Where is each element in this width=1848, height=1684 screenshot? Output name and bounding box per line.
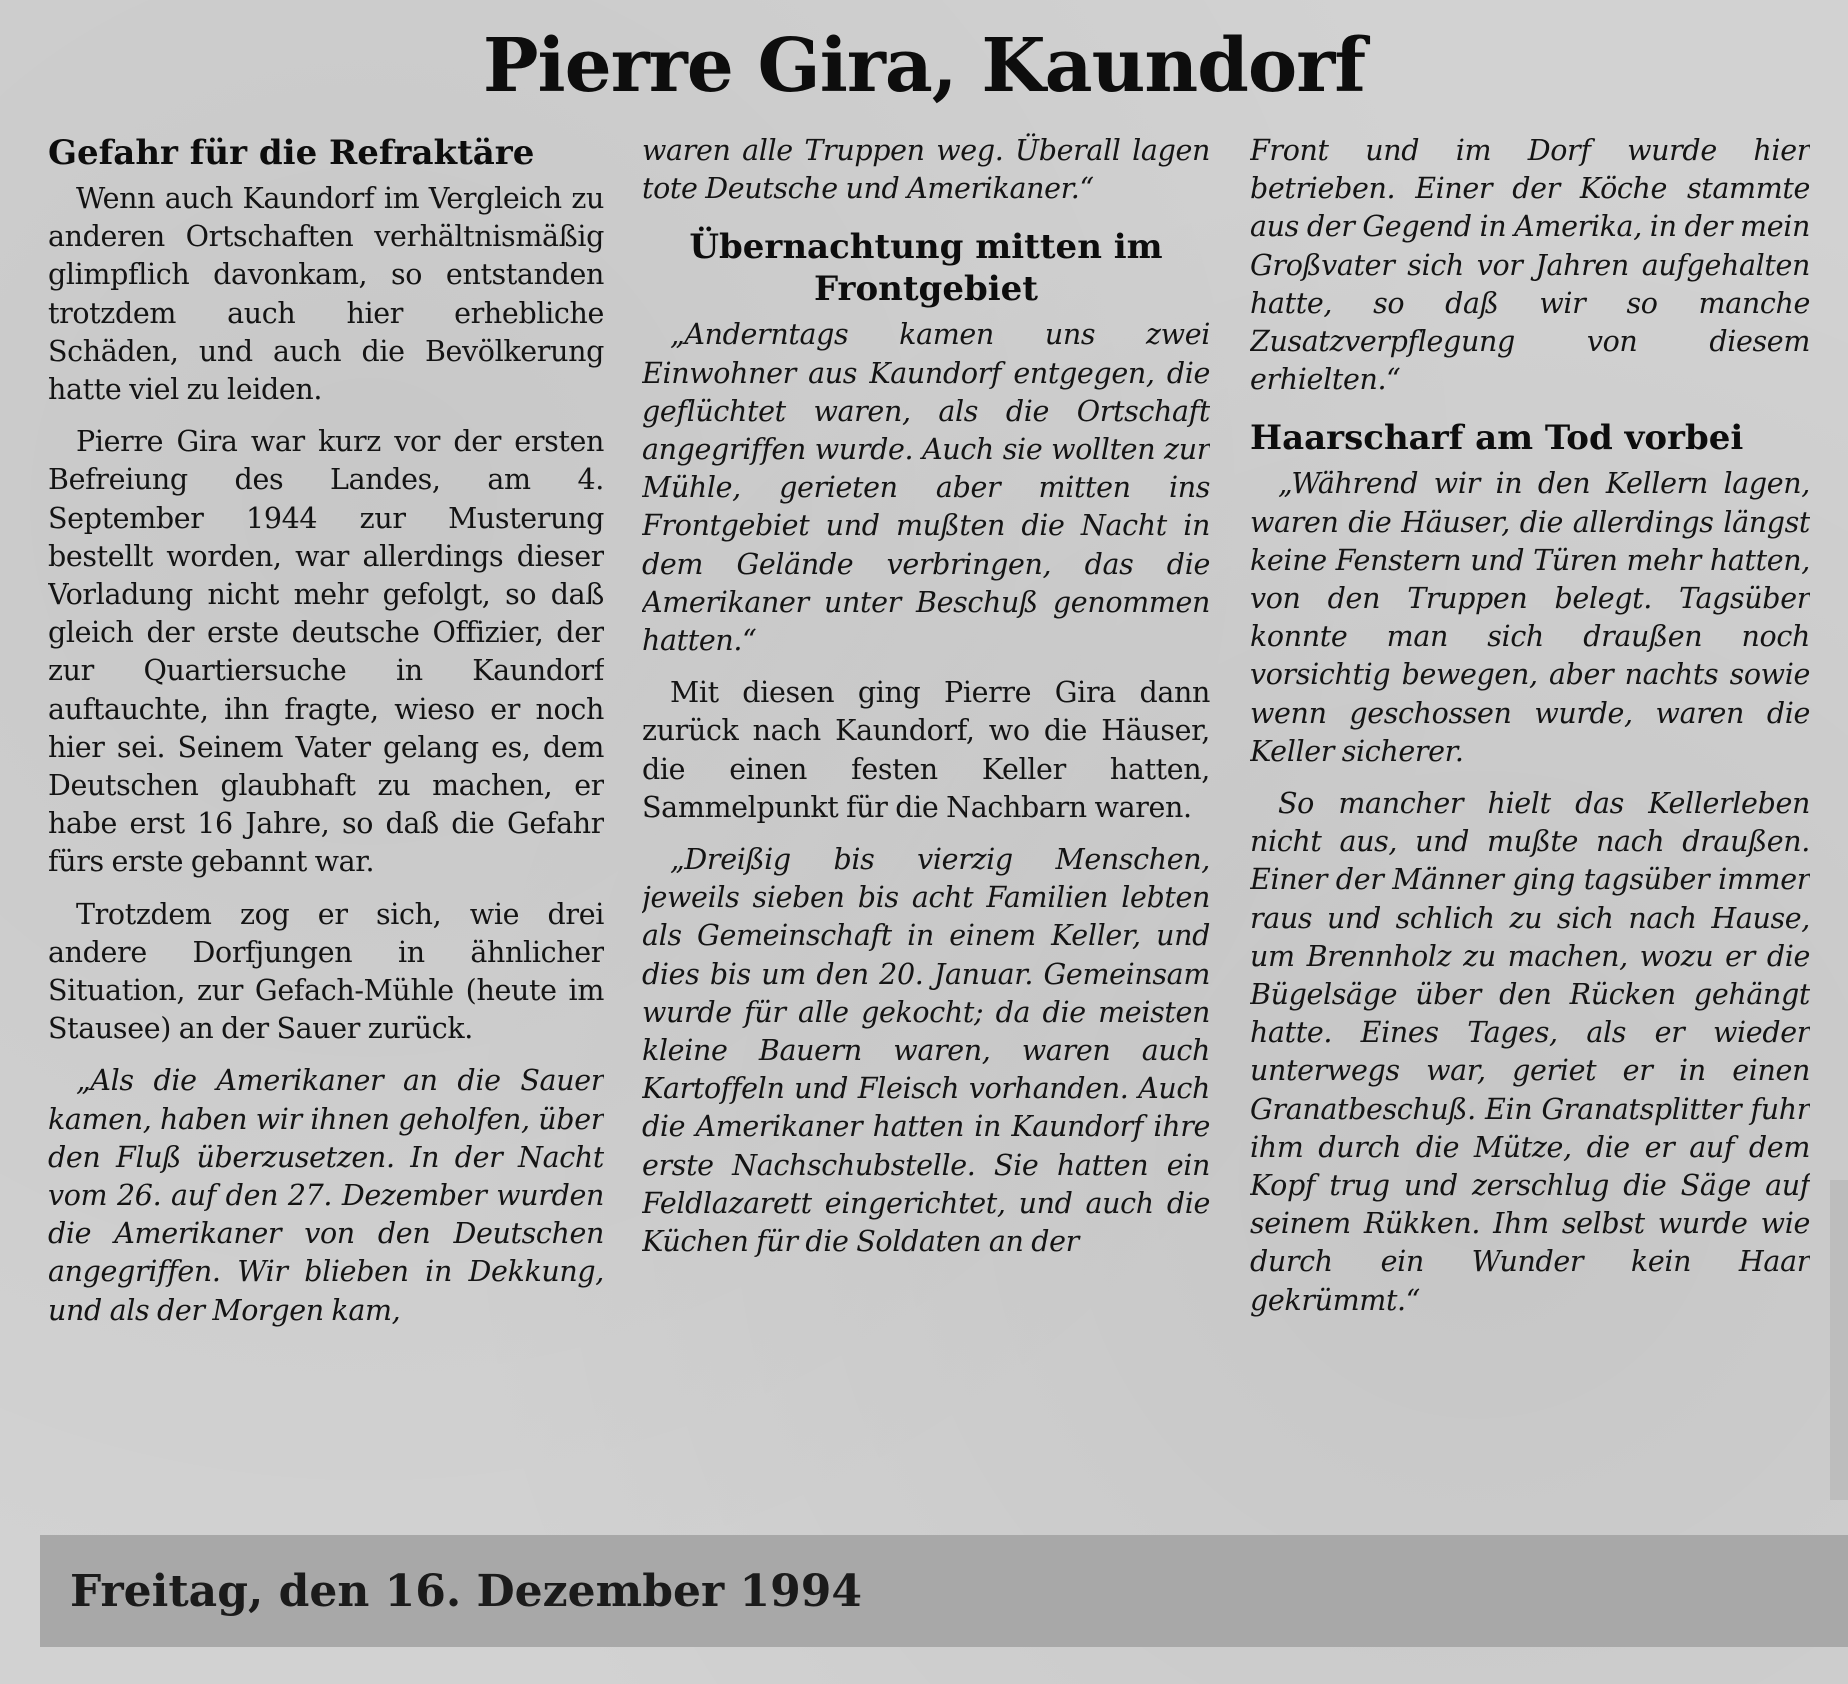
subheading-haarscharf: Haarscharf am Tod vorbei — [1250, 418, 1744, 459]
paragraph: Pierre Gira war kurz vor der ersten Befreiung des Landes, am 4. September 1944 zur Musterung bestellt worden, war allerdings dieser Vorladung nicht mehr gefolgt, so daß gleich der erste deutsche Offizier, der zur Quartiersuche in Kaundorf auftauchte, ihn fragte, wieso er noch hier sei. Seinem Vater gelang es, dem Deutschen glaubhaft zu machen, er habe erst 16 Jahre, so daß die Gefahr fürs erste gebannt war. — [48, 425, 604, 879]
column-3 — [1250, 132, 1810, 1432]
quote-paragraph: „Während wir in den Kellern lagen, waren die Häuser, die allerdings längst keine Fenstern und Türen mehr hatten, von den Truppen belegt. Tagsüber konnte man sich draußen noch vorsichtig bewegen, aber nachts sowie wenn geschossen wurde, waren die Keller sicherer. — [1250, 467, 1810, 768]
article-headline: Pierre Gira, Kaundorf — [482, 23, 1366, 109]
column-1 — [48, 132, 604, 1432]
column-2 — [642, 132, 1210, 1432]
paragraph: Trotzdem zog er sich, wie drei andere Dorfjungen in ähnlicher Situation, zur Gefach-Mühle (heute im Stausee) an der Sauer zurück. — [48, 897, 604, 1046]
quote-paragraph-continued: Front und im Dorf wurde hier betrieben. Einer der Köche stammte aus der Gegend in Amerika, in der mein Großvater sich vor Jahren aufgehalten hatte, so daß wir so manche Zusatzverpflegung von diesem erhielten.“ — [1250, 134, 1810, 397]
quote-paragraph-continued: waren alle Truppen weg. Überall lagen tote Deutsche und Amerikaner.“ — [642, 134, 1210, 206]
quote-paragraph: „Anderntags kamen uns zwei Einwohner aus Kaundorf entgegen, die geflüchtet waren, als die Ortschaft angegriffen wurde. Auch sie wollten zur Mühle, gerieten aber mitten ins Frontgebiet und mußten die Nacht in dem Gelände verbringen, das die Amerikaner unter Beschuß genommen hatten.“ — [642, 318, 1210, 658]
paper-edge — [1830, 1180, 1848, 1500]
paragraph: Mit diesen ging Pierre Gira dann zurück nach Kaundorf, wo die Häuser, die einen festen Keller hatten, Sammelpunkt für die Nachbarn waren. — [642, 676, 1210, 824]
quote-paragraph: „Dreißig bis vierzig Menschen, jeweils sieben bis acht Familien lebten als Gemeinschaft in einem Keller, und dies bis um den 20. Januar. Gemeinsam wurde für alle gekocht; da die meisten kleine Bauern waren, waren auch Kartoffeln und Fleisch vorhanden. Auch die Amerikaner hatten in Kaundorf ihre erste Nachschubstelle. Sie hatten ein Feldlazarett eingerichtet, und auch die Küchen für die Soldaten an der — [642, 843, 1210, 1259]
quote-paragraph: So mancher hielt das Kellerleben nicht aus, und mußte nach draußen. Einer der Männer ging tagsüber immer raus und schlich zu sich nach Hause, um Brennholz zu machen, wozu er die Bügelsäge über den Rücken gehängt hatte. Eines Tages, als er wieder unterwegs war, geriet er in einen Granatbeschuß. Ein Granatsplitter fuhr ihm durch die Mütze, die er auf dem Kopf trug und zerschlug die Säge auf seinem Rükken. Ihm selbst wurde wie durch ein Wunder kein Haar gekrümmt.“ — [1250, 787, 1810, 1317]
publication-date: Freitag, den 16. Dezember 1994 — [70, 1566, 862, 1617]
subheading-uebernachtung: Übernachtung mitten im Frontgebiet — [689, 227, 1163, 310]
paragraph: Wenn auch Kaundorf im Vergleich zu anderen Ortschaften verhältnismäßig glimpflich davonkam, so entstanden trotzdem auch hier erhebliche Schäden, und auch die Bevölkerung hatte viel zu leiden. — [48, 182, 604, 407]
subheading-gefahr: Gefahr für die Refraktäre — [48, 133, 535, 173]
quote-paragraph: „Als die Amerikaner an die Sauer kamen, haben wir ihnen geholfen, über den Fluß überzusetzen. In der Nacht vom 26. auf den 27. Dezember wurden die Amerikaner von den Deutschen angegriffen. Wir blieben in Dekkung, und als der Morgen kam, — [48, 1064, 604, 1327]
